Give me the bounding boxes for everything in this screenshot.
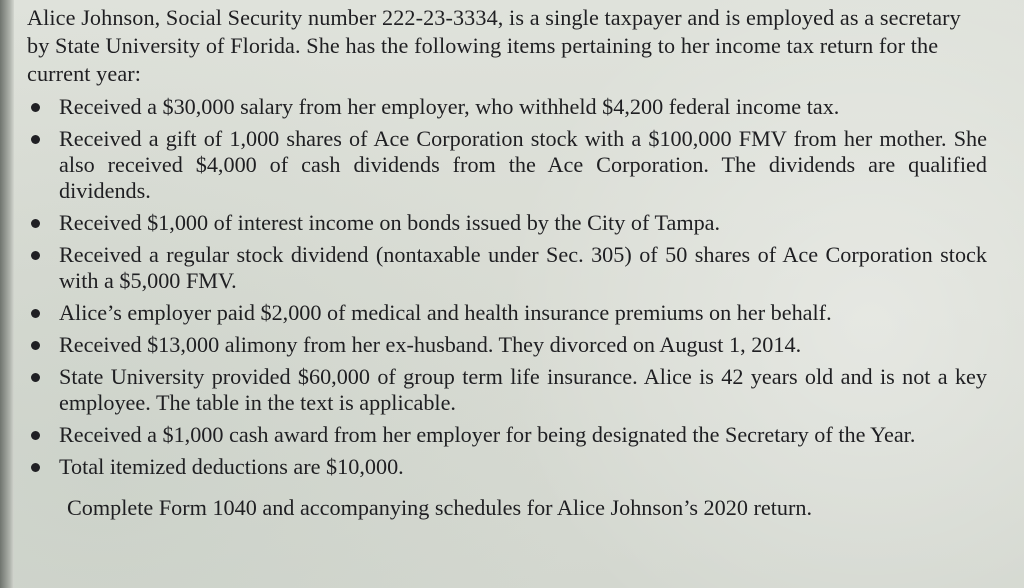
- list-item-text: Total itemized deductions are $10,000.: [59, 454, 404, 479]
- bullet-icon: [31, 341, 40, 350]
- list-item: [27, 422, 987, 448]
- final-instruction: Complete Form 1040 and accompanying schedules for Alice Johnson’s 2020 return.: [67, 495, 812, 520]
- document-text: [27, 4, 987, 522]
- list-item: [27, 242, 987, 294]
- intro-paragraph: Alice Johnson, Social Security number 222-23-3334, is a single taxpayer and is employed as a secretary by State University of Florida. She has the following items pertaining to her income tax return for the current year:: [27, 5, 961, 86]
- list-item: [27, 210, 987, 236]
- list-item-text: Received a $30,000 salary from her employer, who withheld $4,200 federal income tax.: [59, 94, 840, 119]
- bullet-icon: [31, 463, 40, 472]
- list-item-text: Received $1,000 of interest income on bonds issued by the City of Tampa.: [59, 210, 721, 235]
- bullet-icon: [31, 431, 40, 440]
- bullet-icon: [31, 251, 40, 260]
- list-item: [27, 364, 987, 416]
- list-item: [27, 332, 987, 358]
- list-item: [27, 454, 987, 480]
- list-item: [27, 94, 987, 120]
- list-item-text: State University provided $60,000 of group term life insurance. Alice is 42 years old and is not a key employee. The table in the text is applicable.: [59, 364, 987, 415]
- bullet-icon: [31, 309, 40, 318]
- list-item-text: Received $13,000 alimony from her ex-husband. They divorced on August 1, 2014.: [59, 332, 802, 357]
- bullet-icon: [31, 373, 40, 382]
- bullet-icon: [31, 219, 40, 228]
- items-list: [27, 94, 987, 480]
- list-item-text: Alice’s employer paid $2,000 of medical and health insurance premiums on her behalf.: [59, 300, 832, 325]
- list-item: [27, 300, 987, 326]
- page-edge-shadow: [0, 0, 14, 588]
- list-item-text: Received a gift of 1,000 shares of Ace Corporation stock with a $100,000 FMV from her mother. She also received $4,000 of cash dividends from the Ace Corporation. The dividends are qualified dividends.: [59, 126, 987, 203]
- bullet-icon: [31, 135, 40, 144]
- list-item-text: Received a regular stock dividend (nontaxable under Sec. 305) of 50 shares of Ace Corporation stock with a $5,000 FMV.: [59, 242, 987, 293]
- bullet-icon: [31, 103, 40, 112]
- list-item-text: Received a $1,000 cash award from her employer for being designated the Secretary of the Year.: [59, 422, 916, 447]
- list-item: [27, 126, 987, 204]
